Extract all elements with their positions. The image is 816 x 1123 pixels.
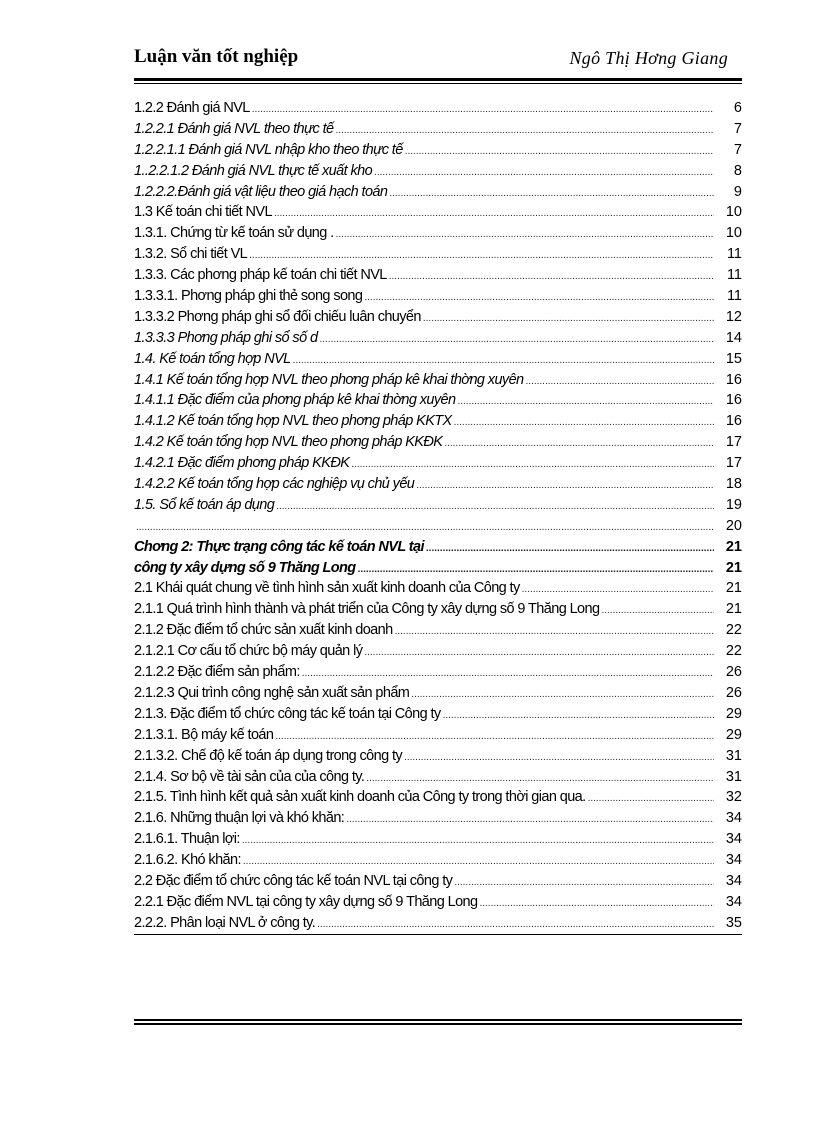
toc-entry-title: 1.5. Sổ kế toán áp dụng [134, 496, 275, 513]
toc-page-number: 18 [725, 476, 742, 493]
toc-leader-dots [346, 810, 714, 831]
thesis-title: Luận văn tốt nghiệp [134, 46, 299, 67]
toc-leader-dots [364, 288, 714, 309]
toc-entry [134, 495, 742, 516]
toc-entry-title: 2.1.2.2 Đặc điểm sản phẩm: [134, 664, 300, 681]
toc-entry-title: 2.1.3. Đặc điểm tổ chức công tác kế toán tại Công ty [134, 705, 441, 722]
toc-page-number: 8 [733, 162, 742, 179]
toc-entry-title: 1.4.2.1 Đặc điểm phơng pháp KKĐK [134, 455, 350, 472]
toc-entry [134, 349, 742, 370]
toc-entry [134, 516, 742, 537]
toc-leader-dots [366, 769, 714, 790]
header-rule-thin [134, 83, 742, 84]
toc-page-number: 12 [725, 308, 742, 325]
footer-rule-2 [134, 1023, 742, 1025]
toc-entry-title: 1.4. Kế toán tổng hợp NVL [134, 350, 291, 367]
toc-entry [134, 161, 742, 182]
toc-entry-title: công ty xây dựng số 9 Thăng Long [134, 559, 356, 576]
toc-page-number: 17 [725, 455, 742, 472]
toc-entry-title: 2.1.3.2. Chế độ kế toán áp dụng trong công ty [134, 747, 403, 764]
toc-entry-title: 1.2.2 Đánh giá NVL [134, 100, 250, 116]
toc-page-number: 26 [725, 664, 742, 681]
toc-entry-title: 1..2.2.1.2 Đánh giá NVL thực tế xuất kho [134, 162, 373, 179]
toc-entry-title: 1.4.2 Kế toán tổng hợp NVL theo phơng pháp KKĐK [134, 434, 443, 451]
toc-entry-title: 1.3.2. Sổ chi tiết VL [134, 246, 248, 263]
toc-entry [134, 474, 742, 495]
toc-entry-title: Chơng 2: Thực trạng công tác kế toán NVL tại [134, 538, 424, 555]
table-of-contents [134, 98, 742, 935]
toc-entry [134, 286, 742, 307]
toc-entry-title: 1.4.1.2 Kế toán tổng hợp NVL theo phơng pháp KKTX [134, 413, 452, 430]
toc-entry [134, 746, 742, 767]
toc-leader-dots [351, 455, 714, 476]
toc-page-number: 16 [725, 413, 742, 430]
toc-entry [134, 307, 742, 328]
toc-entry [134, 223, 742, 244]
author-name: Ngô Thị Hơng Giang [569, 48, 728, 68]
toc-leader-dots [249, 246, 714, 267]
toc-entry [134, 537, 742, 558]
toc-leader-dots [454, 413, 714, 434]
toc-page-number: 21 [725, 601, 742, 618]
toc-entry-title: 2.1 Khái quát chung về tình hình sản xuất kinh doanh của Công ty [134, 580, 520, 597]
toc-entry [134, 98, 742, 119]
toc-leader-dots [423, 309, 714, 330]
toc-entry [134, 202, 742, 223]
toc-page-number: 10 [725, 225, 742, 242]
toc-page-number: 34 [725, 831, 742, 848]
toc-entry [134, 662, 742, 683]
toc-page-number: 21 [725, 538, 742, 555]
toc-leader-dots [526, 372, 714, 393]
toc-entry [134, 558, 742, 579]
toc-entry [134, 850, 742, 871]
toc-entry-title: 1.4.2.2 Kế toán tổng hợp các nghiệp vụ chủ yếu [134, 476, 415, 493]
toc-page-number: 20 [725, 517, 742, 534]
toc-leader-dots [242, 831, 714, 852]
toc-entry [134, 892, 742, 913]
toc-leader-dots [336, 225, 714, 246]
toc-page-number: 6 [733, 100, 742, 116]
toc-page-number: 11 [726, 246, 742, 263]
toc-page-number: 29 [725, 726, 742, 743]
toc-page-number: 34 [725, 872, 742, 889]
toc-leader-dots [404, 748, 714, 769]
footer-rule-1 [134, 1019, 742, 1021]
toc-entry-title: 2.1.2.1 Cơ cấu tổ chức bộ máy quản lý [134, 643, 363, 660]
toc-entry-title: 2.2.1 Đặc điểm NVL tại công ty xây dựng số 9 Thăng Long [134, 893, 478, 910]
toc-leader-dots [252, 100, 714, 121]
toc-leader-dots [275, 727, 714, 748]
toc-leader-dots [302, 664, 714, 685]
toc-entry [134, 390, 742, 411]
toc-leader-dots [243, 852, 714, 873]
toc-entry-title: 2.1.1 Quá trình hình thành và phát triển của Công ty xây dựng số 9 Thăng Long [134, 601, 600, 618]
toc-leader-dots [293, 351, 714, 372]
toc-leader-dots [416, 476, 714, 497]
toc-page-number: 16 [725, 371, 742, 388]
toc-entry-title: 1.2.2.2.Đánh giá vật liệu theo giá hạch toán [134, 183, 388, 200]
toc-entry-title: 2.1.6.2. Khó khăn: [134, 852, 241, 869]
toc-leader-dots [601, 601, 714, 622]
toc-leader-dots [364, 643, 714, 664]
toc-leader-dots [136, 518, 714, 539]
toc-entry-title: 1.4.1.1 Đặc điểm của phơng pháp kê khai thờng xuyên [134, 392, 456, 409]
toc-leader-dots [389, 184, 714, 205]
toc-entry-title: 2.2.2. Phân loại NVL ở công ty. [134, 914, 316, 931]
toc-page-number: 21 [725, 580, 742, 597]
toc-page-number: 9 [733, 183, 742, 200]
toc-page-number: 11 [726, 288, 742, 305]
toc-page-number: 22 [725, 643, 742, 660]
toc-entry [134, 683, 742, 704]
toc-page-number: 10 [725, 204, 742, 221]
toc-leader-dots [588, 789, 714, 810]
toc-entry [134, 432, 742, 453]
toc-entry [134, 244, 742, 265]
toc-entry [134, 767, 742, 788]
toc-entry-title: 2.1.6. Những thuận lợi và khó khăn: [134, 810, 345, 827]
toc-leader-dots [457, 392, 714, 413]
toc-page-number: 31 [725, 768, 742, 785]
toc-entry-title: 1.3.3.1. Phơng pháp ghi thẻ song song [134, 288, 363, 305]
toc-page-number: 16 [725, 392, 742, 409]
toc-entry [134, 620, 742, 641]
toc-entry [134, 913, 742, 935]
toc-entry-title: 1.3.3. Các phơng pháp kế toán chi tiết NVL [134, 267, 387, 284]
toc-entry [134, 182, 742, 203]
toc-leader-dots [479, 894, 714, 915]
toc-entry-title: 2.1.5. Tình hình kết quả sản xuất kinh doanh của Công ty trong thời gian qua. [134, 789, 586, 806]
toc-leader-dots [405, 142, 714, 163]
toc-leader-dots [317, 915, 714, 936]
page-header [134, 44, 742, 76]
header-rule-thick [134, 78, 742, 81]
toc-entry [134, 119, 742, 140]
toc-entry [134, 641, 742, 662]
toc-entry-title: 1.3.1. Chứng từ kế toán sử dụng . [134, 225, 334, 242]
toc-leader-dots [319, 330, 714, 351]
toc-page-number: 7 [733, 141, 742, 158]
toc-entry [134, 787, 742, 808]
toc-entry-title: 1.3 Kế toán chi tiết NVL [134, 204, 272, 221]
toc-leader-dots [395, 622, 714, 643]
toc-entry-title: 1.2.2.1 Đánh giá NVL theo thực tế [134, 120, 334, 137]
toc-leader-dots [411, 685, 714, 706]
toc-page-number: 29 [725, 705, 742, 722]
toc-page-number: 34 [725, 893, 742, 910]
toc-leader-dots [522, 580, 714, 601]
toc-entry [134, 808, 742, 829]
toc-leader-dots [444, 434, 714, 455]
toc-leader-dots [374, 163, 714, 184]
toc-entry [134, 599, 742, 620]
toc-entry [134, 725, 742, 746]
toc-leader-dots [336, 121, 714, 142]
toc-page-number: 21 [725, 559, 742, 576]
toc-leader-dots [274, 204, 714, 225]
toc-entry-title: 2.1.2 Đặc điểm tổ chức sản xuất kinh doanh [134, 622, 393, 639]
toc-page-number: 34 [725, 810, 742, 827]
toc-page-number: 15 [725, 350, 742, 367]
toc-leader-dots [454, 873, 714, 894]
toc-entry-title: 2.1.3.1. Bộ máy kế toán [134, 726, 274, 743]
toc-entry [134, 140, 742, 161]
toc-page-number: 19 [725, 496, 742, 513]
toc-entry [134, 411, 742, 432]
toc-entry-title: 1.3.3.2 Phơng pháp ghi sổ đối chiếu luân chuyển [134, 308, 421, 325]
toc-page-number: 7 [733, 120, 742, 137]
toc-entry-title: 2.1.4. Sơ bộ về tài sản của của công ty. [134, 768, 365, 785]
toc-entry [134, 829, 742, 850]
toc-leader-dots [426, 539, 714, 560]
toc-leader-dots [358, 560, 714, 581]
toc-entry [134, 578, 742, 599]
toc-entry [134, 704, 742, 725]
toc-entry [134, 370, 742, 391]
toc-page-number: 35 [725, 914, 742, 931]
toc-page-number: 17 [725, 434, 742, 451]
toc-page-number: 22 [725, 622, 742, 639]
toc-leader-dots [389, 267, 714, 288]
toc-leader-dots [276, 497, 714, 518]
toc-page-number: 11 [726, 267, 742, 284]
toc-entry-title: 1.3.3.3 Phơng pháp ghi sổ số d [134, 329, 318, 346]
toc-entry-title: 2.2 Đặc điểm tổ chức công tác kế toán NVL tại công ty [134, 872, 453, 889]
toc-entry [134, 265, 742, 286]
toc-page-number: 34 [725, 852, 742, 869]
toc-entry-title: 2.1.2.3 Qui trình công nghệ sản xuất sản phẩm [134, 684, 410, 701]
toc-leader-dots [443, 706, 714, 727]
toc-entry [134, 453, 742, 474]
toc-entry-title: 2.1.6.1. Thuận lợi: [134, 831, 240, 848]
toc-entry [134, 871, 742, 892]
toc-page-number: 32 [725, 789, 742, 806]
toc-entry-title: 1.2.2.1.1 Đánh giá NVL nhập kho theo thực tế [134, 141, 403, 158]
toc-entry-title: 1.4.1 Kế toán tổng hợp NVL theo phơng pháp kê khai thờng xuyên [134, 371, 524, 388]
toc-page-number: 26 [725, 684, 742, 701]
toc-page-number: 14 [725, 329, 742, 346]
toc-entry [134, 328, 742, 349]
toc-page-number: 31 [725, 747, 742, 764]
